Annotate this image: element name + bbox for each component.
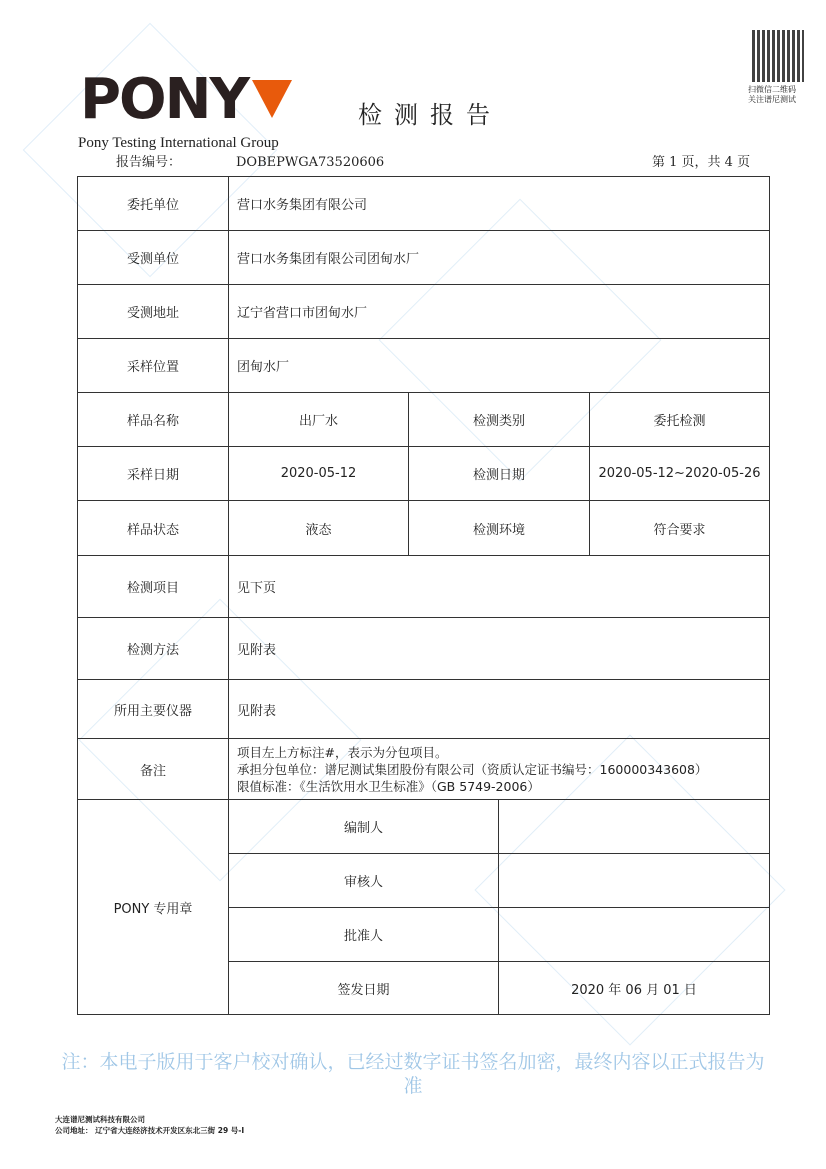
sample-name-value: 出厂水 xyxy=(229,393,409,447)
env-value: 符合要求 xyxy=(590,501,770,556)
label: 样品名称 xyxy=(78,393,229,447)
footer-company: 大连谱尼测试科技有限公司 xyxy=(55,1115,145,1124)
approved-value xyxy=(499,908,770,962)
items-value: 见下页 xyxy=(229,556,770,618)
method-value: 见附表 xyxy=(229,618,770,680)
qr-caption xyxy=(748,85,796,105)
label: 批准人 xyxy=(229,908,499,962)
tested-value: 营口水务集团有限公司团甸水厂 xyxy=(229,231,770,285)
client-value: 营口水务集团有限公司 xyxy=(229,177,770,231)
test-type-value: 委托检测 xyxy=(590,393,770,447)
seal-label: PONY 专用章 xyxy=(78,800,229,1015)
sample-state-value: 液态 xyxy=(229,501,409,556)
report-no: DOBEPWGA73520606 xyxy=(236,155,385,170)
label: 受测地址 xyxy=(78,285,229,339)
label: 编制人 xyxy=(229,800,499,854)
reviewed-value xyxy=(499,854,770,908)
label: 采样位置 xyxy=(78,339,229,393)
report-table xyxy=(77,176,770,1015)
address-value: 辽宁省营口市团甸水厂 xyxy=(229,285,770,339)
label: 审核人 xyxy=(229,854,499,908)
company-english-name: Pony Testing International Group xyxy=(78,135,279,151)
remark-line: 承担分包单位：谱尼测试集团股份有限公司（资质认定证书编号：160000343608） xyxy=(237,761,708,777)
label: 检测类别 xyxy=(409,393,590,447)
instrument-value: 见附表 xyxy=(229,680,770,739)
footer xyxy=(55,1114,244,1136)
issue-date-value: 2020 年 06 月 01 日 xyxy=(499,962,770,1015)
label: 备注 xyxy=(78,739,229,800)
label: 检测环境 xyxy=(409,501,590,556)
label: 签发日期 xyxy=(229,962,499,1015)
label: 所用主要仪器 xyxy=(78,680,229,739)
logo-accent-icon xyxy=(252,80,292,118)
report-title: 检测报告 xyxy=(358,101,502,129)
label: 检测方法 xyxy=(78,618,229,680)
qr-caption-2: 关注谱尼测试 xyxy=(748,95,796,104)
label: 委托单位 xyxy=(78,177,229,231)
label: 受测单位 xyxy=(78,231,229,285)
label: 采样日期 xyxy=(78,447,229,501)
page-info: 第 1 页，共 4 页 xyxy=(652,155,751,170)
label: 检测日期 xyxy=(409,447,590,501)
footer-address: 公司地址： 辽宁省大连经济技术开发区东北三街 29 号-I xyxy=(55,1126,245,1135)
sample-date-value: 2020-05-12 xyxy=(229,447,409,501)
prepared-value xyxy=(499,800,770,854)
location-value: 团甸水厂 xyxy=(229,339,770,393)
watermark: 注：本电子版用于客户校对确认，已经过数字证书签名加密，最终内容以正式报告为准 xyxy=(61,1051,765,1097)
remarks-value xyxy=(229,739,770,800)
label: 样品状态 xyxy=(78,501,229,556)
test-date-value: 2020-05-12~2020-05-26 xyxy=(590,447,770,501)
report-no-label: 报告编号： xyxy=(116,155,182,170)
pony-logo: PONY xyxy=(80,67,249,132)
qr-caption-1: 扫微信二维码 xyxy=(748,85,796,94)
qr-code-icon xyxy=(752,30,804,82)
remark-line: 项目左上方标注#，表示为分包项目。 xyxy=(237,744,448,760)
remark-line: 限值标准：《生活饮用水卫生标准》（GB 5749-2006） xyxy=(237,778,540,794)
label: 检测项目 xyxy=(78,556,229,618)
